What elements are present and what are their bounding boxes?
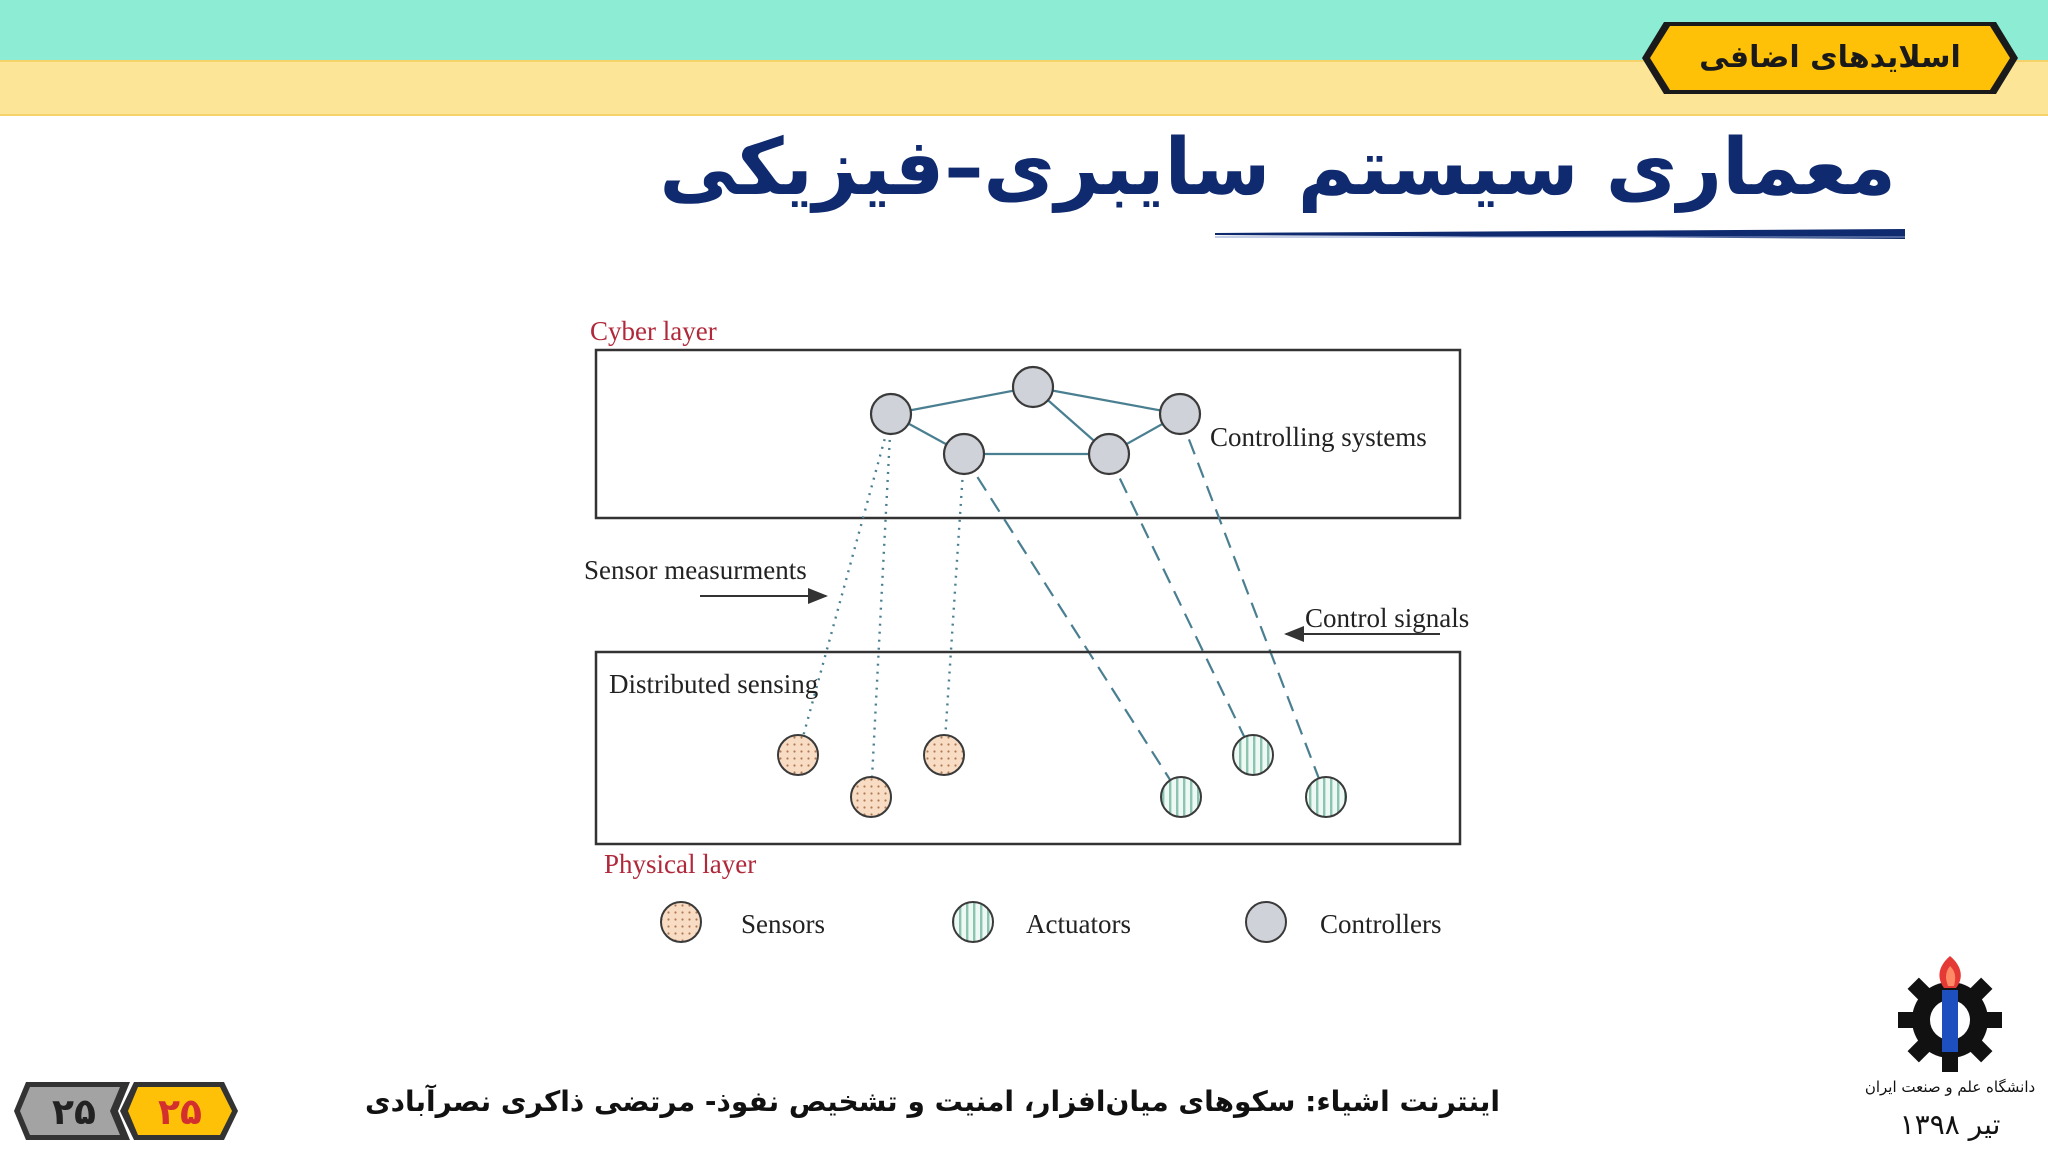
page-number-badges (12, 1080, 242, 1142)
legend (661, 902, 1442, 942)
control-signal-links (964, 416, 1326, 797)
controller-node (944, 434, 984, 474)
university-logo (1864, 950, 2036, 1100)
title-underline (1215, 228, 1905, 240)
actuator-node (1233, 735, 1273, 775)
cps-architecture-diagram (560, 300, 1500, 980)
legend-actuators-label: Actuators (1026, 909, 1131, 939)
physical-layer-label: Physical layer (604, 849, 757, 879)
legend-controllers-label: Controllers (1320, 909, 1442, 939)
torch-icon (1939, 956, 1960, 1052)
footer-date: تیر ۱۳۹۸ (1899, 1108, 2001, 1141)
cyber-layer-label: Cyber layer (590, 316, 717, 346)
control-signals-label: Control signals (1305, 603, 1470, 633)
page-title: معماری سیستم سایبری–فیزیکی (659, 123, 1896, 213)
sensor-measurements-label: Sensor measurments (584, 555, 807, 585)
controller-node (1160, 394, 1200, 434)
page-number-gray: ۲۵ (52, 1092, 96, 1133)
actuator-node (1161, 777, 1201, 817)
controller-nodes (871, 367, 1200, 474)
controller-node (1013, 367, 1053, 407)
university-logo-text: دانشگاه علم و صنعت ایران (1864, 1078, 2036, 1096)
distributed-sensing-label: Distributed sensing (609, 669, 819, 699)
page-number-yellow: ۲۵ (158, 1092, 202, 1133)
sensor-node (924, 735, 964, 775)
footer-course-text: اینترنت اشیاء: سکوهای میان‌افزار، امنیت و تشخیص نفوذ- مرتضی ذاکری نصرآبادی (364, 1085, 1500, 1118)
sensor-node (851, 777, 891, 817)
legend-sensors-label: Sensors (741, 909, 826, 939)
sensor-node (778, 735, 818, 775)
section-tag-label: اسلایدهای اضافی (1699, 40, 1961, 75)
actuator-node (1306, 777, 1346, 817)
legend-sensor-icon (661, 902, 701, 942)
controller-node (871, 394, 911, 434)
controlling-systems-label: Controlling systems (1210, 422, 1427, 452)
legend-actuator-icon (953, 902, 993, 942)
sensor-nodes (778, 735, 964, 817)
controller-node (1089, 434, 1129, 474)
legend-controller-icon (1246, 902, 1286, 942)
section-tag (1640, 20, 2020, 96)
